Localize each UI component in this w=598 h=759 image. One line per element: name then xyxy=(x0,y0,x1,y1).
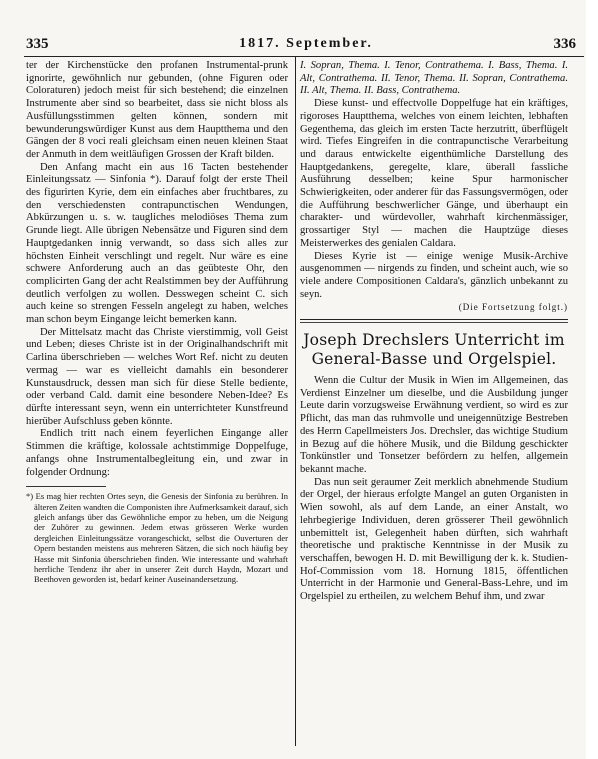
paragraph: Diese kunst- und effectvolle Doppelfuge hat ein kräftiges, rigoroses Hauptthema, welches von einem leichten, lebhaften Gegenthema, das gleich im ersten Tacte herzutritt, überflügelt wird. Tiefes Eingreifen in die contrapunctische Verarbeitung und daraus entwickelte eigenthümliche Darstellung des Hauptgedankens, geregelte, klare, überall fassliche Ausführung desselben; keine Spur harmonischer Schwierigkeiten, oder anderer für das Fassungsvermögen, oder die Aufführung beschwerlicher Gänge, und überhaupt ein charakter- und würdevoller, wahrhaft kirchenmässiger, grossartiger Styl — machen die Hauptzüge dieses Meisterwerkes des genialen Caldara. xyxy=(300,98,568,249)
paragraph: Der Mittelsatz macht das Christe vierstimmig, voll Geist und Leben; dieses Christe ist in der Originalhandschrift mit Carlina überschrieben — welches Wort Ref. nicht zu deuten vermag — war es vielleicht damahls ein besonderer Kunstausdruck, dessen man sich für diese Stelle bediente, oder verband Cald. damit eine besondere Neben-Idee? Es dürfte interessant seyn, wenn ein unterrichteter Kunstfreund hierüber Aufschluss geben könnte. xyxy=(26,326,288,427)
section-title: Joseph Drechslers Unterricht im General-Basse und Orgelspiel. xyxy=(303,331,565,369)
paragraph: Dieses Kyrie ist — einige wenige Musik-Archive ausgenommen — nirgends zu finden, und scheint auch, wie so viele andere Compositionen Caldara's, gänzlich unbekannt zu seyn. xyxy=(300,250,568,300)
left-column xyxy=(26,60,288,585)
page-header xyxy=(26,36,586,54)
section-separator xyxy=(300,319,568,320)
page-number-left: 335 xyxy=(26,36,49,52)
paragraph: ter der Kirchenstücke den profanen Instrumental-prunk ignorirte, gewöhnlich nur gebunden, (ohne Figuren oder Coloraturen) jedoch meist für sich bestehend; die einzelnen Instrumente aber sind so bearbeitet, dass sie nicht bloss als Ausfüllungsstimmen gelten können, sondern mit bewunderungswürdiger Kunst aus dem Hauptthema und den Gängen der 8 voci reali gleichsam einen neuen kleinen Staat der Anmuth in dem weitläufigen Grossen der Kraft bilden. xyxy=(26,60,288,160)
paragraph: Den Anfang macht ein aus 16 Tacten bestehender Einleitungssatz — Sinfonia *). Darauf folgt der erste Theil des figurirten Kyrie, dem ein einfaches aber fruchtbares, zu den verschiedensten contrapunctischen Wendungen, Abkürzungen u. s. w. taugliches melodiöses Thema zum Grunde liegt. Alle übrigen Nebensätze und Figuren sind dem Hauptgedanken innig verwandt, so dass sich alles zur höchsten Einheit verschlingt und regelt. Nur wäre es eine schwere Anforderung auch an das geübteste Ohr, den complicirten Gang der acht Realstimmen bey der Aufführung deutlich verfolgen zu wollen. Desswegen scheint C. sich auch keine so strengen Fesseln angelegt zu haben, welches man schon beym Eingange leicht bemerken kann. xyxy=(26,161,288,326)
section-separator-thin xyxy=(300,322,568,323)
continuation-note: (Die Fortsetzung folgt.) xyxy=(458,302,568,313)
right-column xyxy=(300,60,568,604)
footnote-rule xyxy=(26,486,106,487)
running-head-date: 1817. September. xyxy=(239,36,373,51)
paragraph: Wenn die Cultur der Musik in Wien im Allgemeinen, das Verdienst Einzelner um dieselbe, und die Ausbildung junger Leute darin vorzugsweise Erwähnung verdient, so wird es zur Pflicht, das man das ruhmvolle und uneigennützige Bestreben des Herrn Capellmeisters Jos. Drechsler, das wichtige Studium in Bezug auf die höhere Musik, und die Bildung geschickter Tonkünstler und Tonsetzer befördern zu helfen, allgemein bekannt mache. xyxy=(300,375,568,475)
column-divider xyxy=(295,56,296,746)
header-rule xyxy=(24,56,584,57)
paragraph: Das nun seit geraumer Zeit merklich abnehmende Studium der Orgel, der hieraus erfolgte Mangel an guten Organisten in Wien sowohl, als auf dem Lande, an einer Anstalt, wo lehrbegierige Individuen, deren grösserer Theil gewöhnlich unbemittelt ist, Gelegenheit haben dürften, sich wahrhaft theoretische und praktische Kenntnisse in der Musik zu verschaffen, bewogen H. D. mit Bewilligung der k. k. Studien-Hof-Commission vom 18. Hornung 1815, öffentlichen Unterricht in der Harmonie und General-Bass-Lehre, und im Orgelspiel zu ertheilen, zu welchem Behuf ihm, und zwar xyxy=(300,476,568,603)
voice-order-list: I. Sopran, Thema. I. Tenor, Contrathema. I. Bass, Thema. I. Alt, Contrathema. II. Tenor, Thema. II. Sopran, Contrathema. II. Alt, Thema. II. Bass, Contrathema. xyxy=(300,60,568,97)
page-number-right: 336 xyxy=(553,36,576,52)
footnote: *) Es mag hier rechten Ortes seyn, die Genesis der Sinfonia zu berühren. In älteren Zeiten wandten die Componisten ihre Aufmerksamkeit darauf, sich gleich anfangs über das Gewöhnliche empor zu heben, um die Neigung der Zuhörer zu gewinnen. Jedem etwas grösseren Werke wurden dergleichen Einleitungssätze vorangeschickt, selbst die Ouverturen der Opern bestanden meistens aus mehreren Sätzen, die sich noch häufig bey Hasse mit Sinfonia überschrieben finden. Wie interessante und wahrhaft herrliche Tendenz ihr aber in unserer Zeit durch Haydn, Mozart und Beethoven geworden ist, bedarf keiner Auseinandersetzung. xyxy=(26,491,288,585)
page-edge xyxy=(586,0,598,759)
paragraph: Endlich tritt nach einem feyerlichen Eingange aller Stimmen die kräftige, kolossale achtstimmige Doppelfuge, anfangs ohne Instrumentalbegleitung ein, und zwar in folgender Ordnung: xyxy=(26,428,288,478)
